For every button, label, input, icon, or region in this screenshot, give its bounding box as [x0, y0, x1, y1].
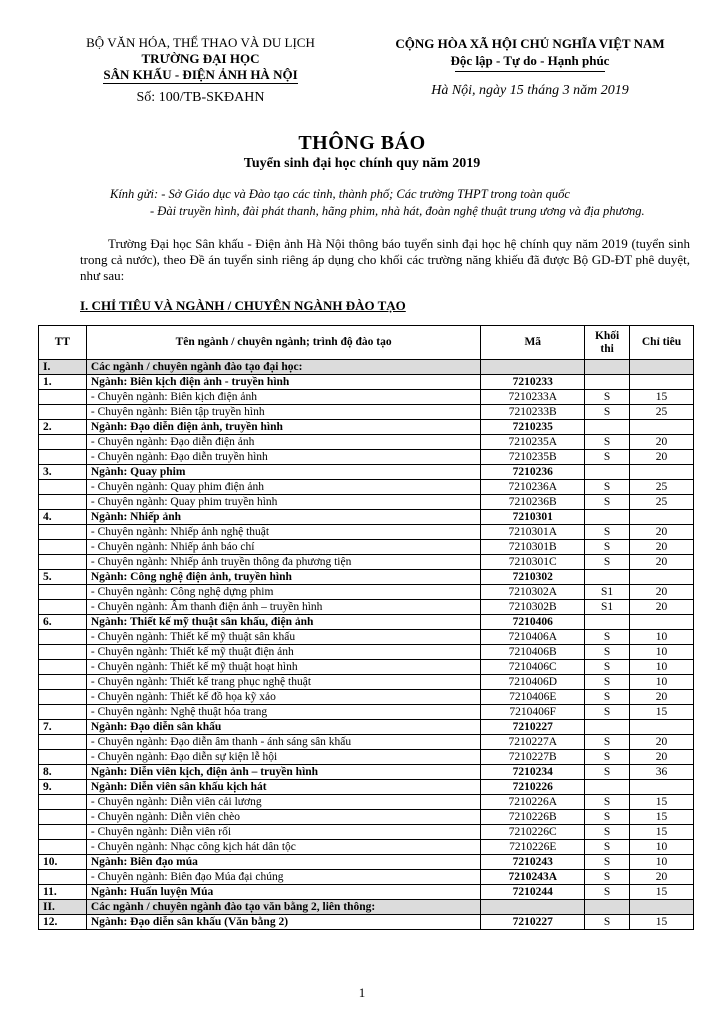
- cell-group: S: [585, 480, 630, 495]
- cell-quota: [630, 465, 694, 480]
- cell-quota: 10: [630, 675, 694, 690]
- cell-group: [585, 375, 630, 390]
- cell-name: Ngành: Quay phim: [86, 465, 480, 480]
- cell-tt: [39, 705, 87, 720]
- cell-group: S: [585, 630, 630, 645]
- cell-tt: [39, 750, 87, 765]
- cell-quota: 36: [630, 765, 694, 780]
- table-major-row: [39, 765, 694, 780]
- cell-group: [585, 465, 630, 480]
- cell-tt: 3.: [39, 465, 87, 480]
- cell-code: 7210226: [481, 780, 585, 795]
- cell-name: - Chuyên ngành: Nhiếp ảnh nghệ thuật: [86, 525, 480, 540]
- table-row: [39, 585, 694, 600]
- cell-group: S: [585, 690, 630, 705]
- table-row: [39, 630, 694, 645]
- recipients: [110, 186, 645, 220]
- table-header-row: [39, 326, 694, 360]
- table-row: [39, 600, 694, 615]
- cell-quota: 20: [630, 735, 694, 750]
- cell-tt: [39, 450, 87, 465]
- cell-name: Ngành: Đạo diễn sân khấu (Văn bằng 2): [86, 915, 480, 930]
- table-row: [39, 660, 694, 675]
- cell-group: [585, 780, 630, 795]
- table-row: [39, 810, 694, 825]
- table-row: [39, 690, 694, 705]
- cell-quota: 25: [630, 480, 694, 495]
- table-major-row: [39, 510, 694, 525]
- table-row: [39, 435, 694, 450]
- document-number: Số: 100/TB-SKĐAHN: [136, 90, 265, 105]
- cell-group: S: [585, 555, 630, 570]
- table-major-row: [39, 420, 694, 435]
- cell-name: Ngành: Diễn viên sân khấu kịch hát: [86, 780, 480, 795]
- cell-group: S1: [585, 600, 630, 615]
- table-major-row: [39, 570, 694, 585]
- cell-quota: 20: [630, 525, 694, 540]
- cell-name: Ngành: Diễn viên kịch, điện ảnh – truyền hình: [86, 765, 480, 780]
- cell-name: - Chuyên ngành: Đạo diễn sự kiện lễ hội: [86, 750, 480, 765]
- cell-code: [481, 900, 585, 915]
- cell-group: [585, 720, 630, 735]
- cell-code: 7210234: [481, 765, 585, 780]
- cell-name: Các ngành / chuyên ngành đào tạo đại học:: [86, 360, 480, 375]
- table-row: [39, 825, 694, 840]
- cell-name: Ngành: Công nghệ điện ảnh, truyền hình: [86, 570, 480, 585]
- table-row: [39, 795, 694, 810]
- cell-group: S: [585, 645, 630, 660]
- cell-name: - Chuyên ngành: Đạo diễn truyền hình: [86, 450, 480, 465]
- cell-quota: [630, 570, 694, 585]
- cell-name: - Chuyên ngành: Diễn viên chèo: [86, 810, 480, 825]
- cell-name: Ngành: Nhiếp ảnh: [86, 510, 480, 525]
- cell-group: S: [585, 855, 630, 870]
- col-header-group: Khối thi: [585, 326, 630, 360]
- cell-name: Ngành: Đạo diễn sân khấu: [86, 720, 480, 735]
- cell-quota: 15: [630, 825, 694, 840]
- cell-tt: 2.: [39, 420, 87, 435]
- cell-tt: [39, 870, 87, 885]
- cell-name: - Chuyên ngành: Nghệ thuật hóa trang: [86, 705, 480, 720]
- table-row: [39, 675, 694, 690]
- cell-tt: [39, 840, 87, 855]
- cell-group: S: [585, 735, 630, 750]
- cell-code: 7210406: [481, 615, 585, 630]
- cell-tt: 12.: [39, 915, 87, 930]
- recipients-line-2: - Đài truyền hình, đài phát thanh, hãng phim, nhà hát, đoàn nghệ thuật trung ương và địa phương.: [150, 204, 645, 218]
- cell-code: 7210243A: [481, 870, 585, 885]
- cell-code: 7210233: [481, 375, 585, 390]
- cell-quota: 20: [630, 870, 694, 885]
- cell-code: 7210233B: [481, 405, 585, 420]
- cell-code: 7210227: [481, 720, 585, 735]
- cell-quota: 10: [630, 855, 694, 870]
- cell-code: 7210227: [481, 915, 585, 930]
- cell-quota: 15: [630, 885, 694, 900]
- cell-tt: [39, 735, 87, 750]
- cell-name: - Chuyên ngành: Thiết kế mỹ thuật điện ảnh: [86, 645, 480, 660]
- cell-group: S: [585, 750, 630, 765]
- cell-name: - Chuyên ngành: Âm thanh điện ảnh – truyền hình: [86, 600, 480, 615]
- cell-name: - Chuyên ngành: Đạo diễn điện ảnh: [86, 435, 480, 450]
- cell-name: - Chuyên ngành: Nhiếp ảnh báo chí: [86, 540, 480, 555]
- cell-code: 7210406D: [481, 675, 585, 690]
- cell-code: 7210301: [481, 510, 585, 525]
- cell-code: 7210233A: [481, 390, 585, 405]
- cell-tt: II.: [39, 900, 87, 915]
- cell-tt: 6.: [39, 615, 87, 630]
- cell-code: 7210406E: [481, 690, 585, 705]
- cell-name: Ngành: Huấn luyện Múa: [86, 885, 480, 900]
- table-major-row: [39, 375, 694, 390]
- cell-group: [585, 420, 630, 435]
- cell-name: Ngành: Thiết kế mỹ thuật sân khấu, điện ảnh: [86, 615, 480, 630]
- table-row: [39, 405, 694, 420]
- cell-group: S: [585, 540, 630, 555]
- cell-quota: 15: [630, 390, 694, 405]
- table-row: [39, 705, 694, 720]
- table-row: [39, 525, 694, 540]
- cell-quota: [630, 375, 694, 390]
- cell-quota: 15: [630, 705, 694, 720]
- cell-tt: 10.: [39, 855, 87, 870]
- cell-group: S: [585, 825, 630, 840]
- cell-group: S: [585, 705, 630, 720]
- cell-quota: [630, 510, 694, 525]
- page-number: 1: [358, 985, 366, 1000]
- cell-tt: I.: [39, 360, 87, 375]
- cell-tt: [39, 645, 87, 660]
- cell-tt: 1.: [39, 375, 87, 390]
- section-heading: I. CHỈ TIÊU VÀ NGÀNH / CHUYÊN NGÀNH ĐÀO TẠO: [80, 298, 406, 313]
- cell-group: S: [585, 405, 630, 420]
- cell-quota: 25: [630, 405, 694, 420]
- issuer-block: [58, 35, 343, 106]
- cell-name: Ngành: Đạo diễn điện ảnh, truyền hình: [86, 420, 480, 435]
- table-row: [39, 750, 694, 765]
- cell-name: Các ngành / chuyên ngành đào tạo văn bằng 2, liên thông:: [86, 900, 480, 915]
- table-category-row: [39, 900, 694, 915]
- cell-group: S: [585, 810, 630, 825]
- cell-quota: 20: [630, 585, 694, 600]
- cell-code: 7210406F: [481, 705, 585, 720]
- cell-group: S: [585, 870, 630, 885]
- cell-group: [585, 900, 630, 915]
- cell-group: S: [585, 795, 630, 810]
- cell-quota: 15: [630, 810, 694, 825]
- cell-group: S: [585, 765, 630, 780]
- cell-name: - Chuyên ngành: Thiết kế mỹ thuật sân khấu: [86, 630, 480, 645]
- table-row: [39, 450, 694, 465]
- cell-name: - Chuyên ngành: Biên kịch điện ảnh: [86, 390, 480, 405]
- cell-code: 7210236: [481, 465, 585, 480]
- col-header-code: Mã: [481, 326, 585, 360]
- cell-group: [585, 510, 630, 525]
- table-row: [39, 645, 694, 660]
- cell-group: S1: [585, 585, 630, 600]
- cell-name: - Chuyên ngành: Quay phim truyền hình: [86, 495, 480, 510]
- cell-code: 7210406B: [481, 645, 585, 660]
- cell-quota: 25: [630, 495, 694, 510]
- cell-group: S: [585, 525, 630, 540]
- col-header-tt: TT: [39, 326, 87, 360]
- cell-tt: 9.: [39, 780, 87, 795]
- cell-name: - Chuyên ngành: Công nghệ dựng phim: [86, 585, 480, 600]
- cell-code: 7210235A: [481, 435, 585, 450]
- admission-quota-table: [38, 325, 694, 930]
- issue-date: Hà Nội, ngày 15 tháng 3 năm 2019: [431, 83, 629, 98]
- table-major-row: [39, 855, 694, 870]
- cell-quota: 10: [630, 660, 694, 675]
- cell-group: S: [585, 675, 630, 690]
- cell-code: 7210302: [481, 570, 585, 585]
- cell-quota: 20: [630, 750, 694, 765]
- cell-tt: [39, 405, 87, 420]
- cell-group: S: [585, 840, 630, 855]
- table-row: [39, 540, 694, 555]
- col-header-quota: Chỉ tiêu: [630, 326, 694, 360]
- cell-group: S: [585, 495, 630, 510]
- col-header-name: Tên ngành / chuyên ngành; trình độ đào tạo: [86, 326, 480, 360]
- table-row: [39, 735, 694, 750]
- cell-group: [585, 570, 630, 585]
- cell-quota: 20: [630, 690, 694, 705]
- cell-tt: [39, 810, 87, 825]
- cell-tt: [39, 435, 87, 450]
- cell-group: [585, 615, 630, 630]
- cell-tt: [39, 495, 87, 510]
- cell-code: 7210227A: [481, 735, 585, 750]
- cell-quota: [630, 615, 694, 630]
- document-subtitle: Tuyển sinh đại học chính quy năm 2019: [243, 156, 481, 171]
- cell-group: S: [585, 390, 630, 405]
- cell-quota: 10: [630, 645, 694, 660]
- cell-group: [585, 360, 630, 375]
- cell-quota: [630, 900, 694, 915]
- cell-code: 7210302B: [481, 600, 585, 615]
- cell-tt: 5.: [39, 570, 87, 585]
- cell-code: 7210301B: [481, 540, 585, 555]
- cell-quota: 15: [630, 915, 694, 930]
- cell-code: 7210301C: [481, 555, 585, 570]
- table-major-row: [39, 915, 694, 930]
- cell-code: 7210243: [481, 855, 585, 870]
- cell-tt: 4.: [39, 510, 87, 525]
- cell-code: 7210302A: [481, 585, 585, 600]
- cell-quota: 20: [630, 600, 694, 615]
- cell-quota: [630, 780, 694, 795]
- cell-quota: [630, 420, 694, 435]
- cell-name: - Chuyên ngành: Thiết kế trang phục nghệ thuật: [86, 675, 480, 690]
- cell-name: - Chuyên ngành: Quay phim điện ảnh: [86, 480, 480, 495]
- cell-code: 7210226E: [481, 840, 585, 855]
- cell-code: 7210236A: [481, 480, 585, 495]
- table-row: [39, 840, 694, 855]
- recipients-line-1: Kính gửi: - Sở Giáo dục và Đào tạo các tỉnh, thành phố; Các trường THPT trong toàn quốc: [110, 187, 570, 201]
- table-row: [39, 495, 694, 510]
- table-major-row: [39, 780, 694, 795]
- table-category-row: [39, 360, 694, 375]
- cell-tt: [39, 480, 87, 495]
- cell-name: Ngành: Biên đạo múa: [86, 855, 480, 870]
- cell-name: - Chuyên ngành: Thiết kế đồ họa kỹ xảo: [86, 690, 480, 705]
- cell-name: - Chuyên ngành: Nhiếp ảnh truyền thông đa phương tiện: [86, 555, 480, 570]
- cell-name: - Chuyên ngành: Đạo diễn âm thanh - ánh sáng sân khấu: [86, 735, 480, 750]
- cell-tt: 7.: [39, 720, 87, 735]
- cell-quota: 20: [630, 555, 694, 570]
- cell-tt: [39, 585, 87, 600]
- cell-group: S: [585, 435, 630, 450]
- school-name-line2: SÂN KHẤU - ĐIỆN ẢNH HÀ NỘI: [103, 67, 298, 82]
- cell-code: 7210244: [481, 885, 585, 900]
- cell-group: S: [585, 885, 630, 900]
- table-major-row: [39, 885, 694, 900]
- cell-tt: [39, 690, 87, 705]
- cell-group: S: [585, 450, 630, 465]
- cell-name: - Chuyên ngành: Biên đạo Múa đại chúng: [86, 870, 480, 885]
- table-row: [39, 480, 694, 495]
- cell-group: S: [585, 915, 630, 930]
- cell-name: - Chuyên ngành: Diễn viên rối: [86, 825, 480, 840]
- cell-name: Ngành: Biên kịch điện ảnh - truyền hình: [86, 375, 480, 390]
- cell-group: S: [585, 660, 630, 675]
- cell-name: - Chuyên ngành: Thiết kế mỹ thuật hoạt hình: [86, 660, 480, 675]
- cell-tt: [39, 555, 87, 570]
- cell-code: 7210406C: [481, 660, 585, 675]
- cell-code: 7210226B: [481, 810, 585, 825]
- intro-paragraph: Trường Đại học Sân khấu - Điện ảnh Hà Nội thông báo tuyển sinh đại học hệ chính quy năm 2019 (tuyển sinh trong cả nước), theo Đề án tuyển sinh riêng áp dụng cho khối các trường năng khiếu đã được Bộ GD-ĐT phê duyệt, như sau:: [80, 236, 690, 283]
- cell-tt: [39, 675, 87, 690]
- cell-quota: 20: [630, 435, 694, 450]
- cell-quota: [630, 360, 694, 375]
- ministry-name: BỘ VĂN HÓA, THỂ THAO VÀ DU LỊCH: [86, 35, 315, 50]
- table-row: [39, 870, 694, 885]
- cell-code: 7210406A: [481, 630, 585, 645]
- cell-quota: 10: [630, 840, 694, 855]
- cell-tt: [39, 795, 87, 810]
- cell-quota: 15: [630, 795, 694, 810]
- cell-quota: 20: [630, 450, 694, 465]
- cell-code: 7210227B: [481, 750, 585, 765]
- cell-name: - Chuyên ngành: Diễn viên cải lương: [86, 795, 480, 810]
- cell-name: - Chuyên ngành: Biên tập truyền hình: [86, 405, 480, 420]
- cell-code: 7210236B: [481, 495, 585, 510]
- cell-quota: 20: [630, 540, 694, 555]
- cell-tt: [39, 540, 87, 555]
- cell-tt: [39, 630, 87, 645]
- country-name: CỘNG HÒA XÃ HỘI CHỦ NGHĨA VIỆT NAM: [395, 36, 665, 51]
- motto: Độc lập - Tự do - Hạnh phúc: [450, 53, 610, 68]
- table-row: [39, 555, 694, 570]
- cell-name: - Chuyên ngành: Nhạc công kịch hát dân tộc: [86, 840, 480, 855]
- cell-code: 7210301A: [481, 525, 585, 540]
- table-major-row: [39, 465, 694, 480]
- cell-code: 7210226C: [481, 825, 585, 840]
- cell-code: [481, 360, 585, 375]
- cell-quota: [630, 720, 694, 735]
- table-major-row: [39, 615, 694, 630]
- cell-tt: 8.: [39, 765, 87, 780]
- national-heading: [370, 35, 690, 99]
- cell-tt: 11.: [39, 885, 87, 900]
- cell-tt: [39, 525, 87, 540]
- school-name-line1: TRƯỜNG ĐẠI HỌC: [141, 51, 260, 66]
- cell-code: 7210226A: [481, 795, 585, 810]
- cell-tt: [39, 660, 87, 675]
- motto-underline: [455, 71, 605, 72]
- document-title: THÔNG BÁO: [298, 132, 426, 154]
- table-major-row: [39, 720, 694, 735]
- cell-tt: [39, 390, 87, 405]
- cell-tt: [39, 600, 87, 615]
- cell-code: 7210235: [481, 420, 585, 435]
- table-row: [39, 390, 694, 405]
- cell-code: 7210235B: [481, 450, 585, 465]
- cell-tt: [39, 825, 87, 840]
- cell-quota: 10: [630, 630, 694, 645]
